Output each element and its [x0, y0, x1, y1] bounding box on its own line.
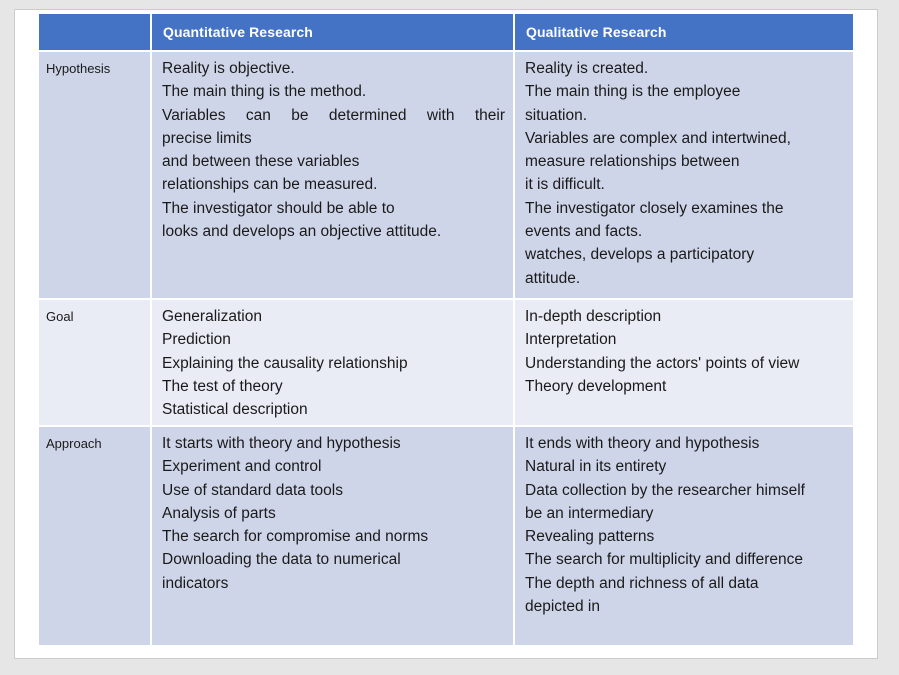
text-line: Use of standard data tools — [162, 481, 343, 499]
row-label-hypothesis: Hypothesis — [39, 52, 150, 298]
text-line: Analysis of parts — [162, 504, 276, 522]
text-line: events and facts. — [525, 223, 643, 241]
cell-goal-quantitative — [152, 300, 513, 425]
text-line: measure relationships between — [525, 153, 740, 171]
text-line: looks and develops an objective attitude. — [162, 223, 442, 241]
text-line: Explaining the causality relationship — [162, 354, 408, 372]
text-line: situation. — [525, 106, 588, 124]
research-comparison-table — [39, 14, 853, 645]
text-line: In-depth description — [525, 308, 662, 325]
text-line: The test of theory — [162, 377, 283, 395]
table-header-quantitative: Quantitative Research — [152, 14, 513, 50]
text-line: The main thing is the employee — [525, 83, 741, 101]
row-label-goal: Goal — [39, 300, 150, 425]
cell-hypothesis-quantitative — [152, 52, 513, 298]
cell-approach-quantitative — [152, 427, 513, 645]
text-line: depicted in — [525, 598, 600, 616]
text-line: The investigator should be able to — [162, 199, 395, 217]
table-header-qualitative: Qualitative Research — [515, 14, 853, 50]
text-line: be an intermediary — [525, 504, 654, 522]
text-line: indicators — [162, 574, 229, 592]
text-line: Natural in its entirety — [525, 458, 667, 476]
text-line: Reality is objective. — [162, 60, 295, 77]
text-line: Understanding the actors' points of view — [525, 354, 800, 372]
cell-approach-qualitative — [515, 427, 853, 645]
cell-goal-qualitative — [515, 300, 853, 425]
text-line: The investigator closely examines the — [525, 199, 784, 217]
document-page — [14, 9, 878, 659]
text-line: it is difficult. — [525, 176, 605, 194]
text-line: attitude. — [525, 269, 581, 287]
text-line: The search for multiplicity and difference — [525, 551, 803, 569]
text-line: Downloading the data to numerical — [162, 551, 401, 569]
text-line: Variables are complex and intertwined, — [525, 129, 791, 147]
text-line: relationships can be measured. — [162, 176, 378, 194]
text-line: and between these variables — [162, 153, 360, 171]
table-header-empty — [39, 14, 150, 50]
row-label-approach: Approach — [39, 427, 150, 645]
text-line: precise limits — [162, 129, 252, 147]
text-line: Prediction — [162, 331, 231, 349]
text-line: The main thing is the method. — [162, 83, 367, 101]
text-line: The depth and richness of all data — [525, 574, 759, 592]
text-line: It ends with theory and hypothesis — [525, 435, 760, 452]
text-line: Variables can be determined with their — [162, 106, 505, 124]
cell-hypothesis-qualitative — [515, 52, 853, 298]
text-line: Reality is created. — [525, 60, 649, 77]
text-line: Data collection by the researcher himself — [525, 481, 805, 499]
text-line: Theory development — [525, 377, 667, 395]
text-line: Experiment and control — [162, 458, 322, 476]
text-line: The search for compromise and norms — [162, 528, 429, 546]
text-line: watches, develops a participatory — [525, 246, 755, 264]
text-line: Interpretation — [525, 331, 617, 349]
text-line: Generalization — [162, 308, 262, 325]
text-line: It starts with theory and hypothesis — [162, 435, 401, 452]
text-line: Statistical description — [162, 401, 308, 419]
text-line: Revealing patterns — [525, 528, 655, 546]
